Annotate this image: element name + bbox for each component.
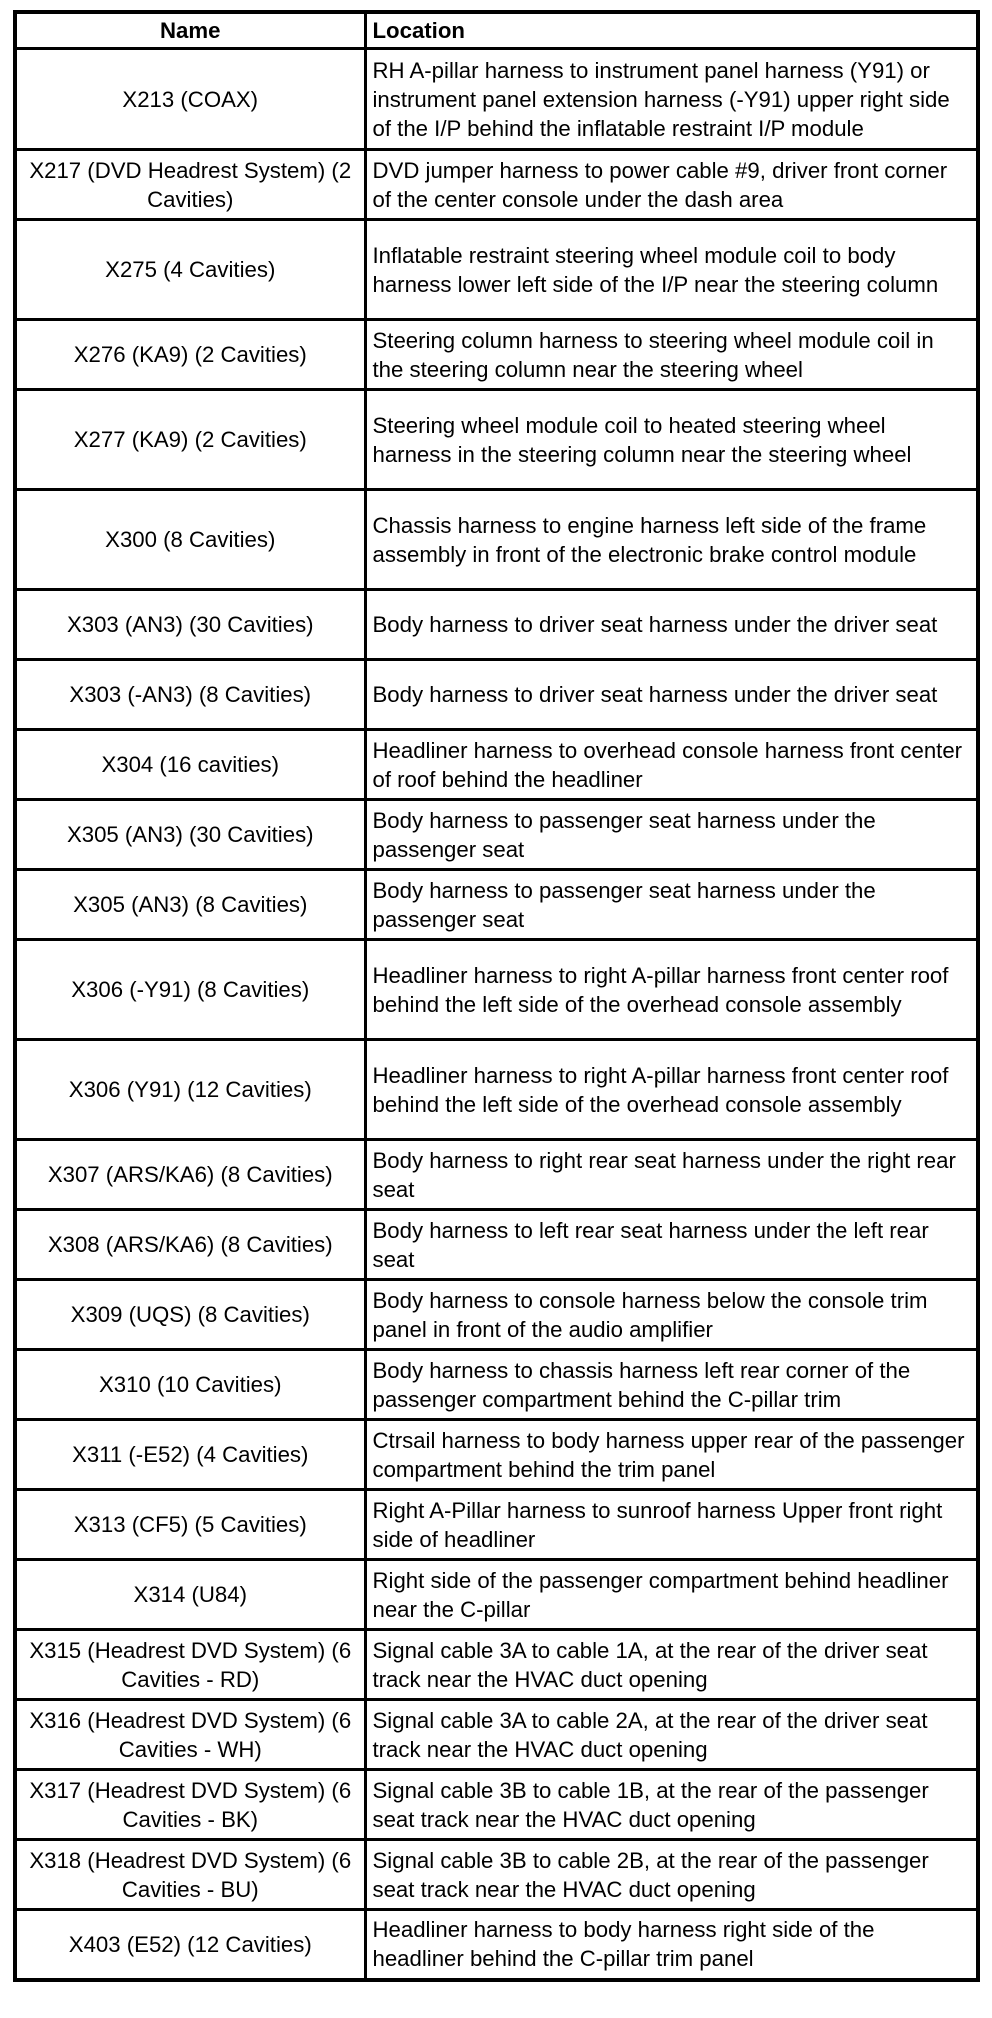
table-row [15,1040,978,1140]
connector-name-cell: X300 (8 Cavities) [15,490,365,590]
table-header-row [15,12,978,49]
table-row [15,1770,978,1840]
connector-location-table [13,10,980,1982]
column-header-name: Name [15,12,365,49]
connector-location-cell: Right side of the passenger compartment behind headliner near the C-pillar [365,1560,978,1630]
connector-name-cell: X303 (AN3) (30 Cavities) [15,590,365,660]
table-row [15,1910,978,1980]
connector-name-cell: X306 (-Y91) (8 Cavities) [15,940,365,1040]
connector-name-cell: X305 (AN3) (30 Cavities) [15,800,365,870]
table-row [15,320,978,390]
table-row [15,1560,978,1630]
connector-name-cell: X213 (COAX) [15,49,365,150]
connector-location-cell: Headliner harness to body harness right side of the headliner behind the C-pillar trim panel [365,1910,978,1980]
table-row [15,49,978,150]
connector-name-cell: X311 (-E52) (4 Cavities) [15,1420,365,1490]
connector-name-cell: X317 (Headrest DVD System) (6 Cavities - BK) [15,1770,365,1840]
connector-location-cell: Body harness to passenger seat harness under the passenger seat [365,800,978,870]
connector-location-cell: Chassis harness to engine harness left side of the frame assembly in front of the electronic brake control module [365,490,978,590]
table-row [15,940,978,1040]
connector-name-cell: X318 (Headrest DVD System) (6 Cavities - BU) [15,1840,365,1910]
connector-location-cell: Headliner harness to overhead console harness front center of roof behind the headliner [365,730,978,800]
connector-name-cell: X313 (CF5) (5 Cavities) [15,1490,365,1560]
connector-name-cell: X306 (Y91) (12 Cavities) [15,1040,365,1140]
connector-name-cell: X276 (KA9) (2 Cavities) [15,320,365,390]
connector-location-cell: Steering wheel module coil to heated steering wheel harness in the steering column near the steering wheel [365,390,978,490]
connector-name-cell: X309 (UQS) (8 Cavities) [15,1280,365,1350]
table-row [15,1420,978,1490]
table-row [15,390,978,490]
connector-location-cell: Signal cable 3A to cable 1A, at the rear of the driver seat track near the HVAC duct opening [365,1630,978,1700]
connector-location-cell: Body harness to driver seat harness under the driver seat [365,660,978,730]
connector-location-cell: Headliner harness to right A-pillar harness front center roof behind the left side of the overhead console assembly [365,1040,978,1140]
table-row [15,730,978,800]
table-row [15,220,978,320]
connector-name-cell: X308 (ARS/KA6) (8 Cavities) [15,1210,365,1280]
table-row [15,1700,978,1770]
table-row [15,1280,978,1350]
table-row [15,1210,978,1280]
connector-name-cell: X314 (U84) [15,1560,365,1630]
connector-name-cell: X305 (AN3) (8 Cavities) [15,870,365,940]
connector-table-container [13,10,976,1982]
connector-name-cell: X304 (16 cavities) [15,730,365,800]
connector-location-cell: Body harness to console harness below the console trim panel in front of the audio amplifier [365,1280,978,1350]
connector-location-cell: Body harness to right rear seat harness under the right rear seat [365,1140,978,1210]
table-row [15,870,978,940]
connector-location-cell: RH A-pillar harness to instrument panel harness (Y91) or instrument panel extension harness (-Y91) upper right side of the I/P behind the inflatable restraint I/P module [365,49,978,150]
table-row [15,1490,978,1560]
connector-name-cell: X275 (4 Cavities) [15,220,365,320]
table-row [15,800,978,870]
connector-location-cell: Signal cable 3A to cable 2A, at the rear of the driver seat track near the HVAC duct opening [365,1700,978,1770]
connector-name-cell: X277 (KA9) (2 Cavities) [15,390,365,490]
connector-location-cell: Right A-Pillar harness to sunroof harness Upper front right side of headliner [365,1490,978,1560]
connector-name-cell: X303 (-AN3) (8 Cavities) [15,660,365,730]
connector-name-cell: X217 (DVD Headrest System) (2 Cavities) [15,150,365,220]
connector-location-cell: Ctrsail harness to body harness upper rear of the passenger compartment behind the trim panel [365,1420,978,1490]
table-row [15,590,978,660]
table-row [15,490,978,590]
connector-location-cell: Signal cable 3B to cable 1B, at the rear of the passenger seat track near the HVAC duct opening [365,1770,978,1840]
connector-name-cell: X310 (10 Cavities) [15,1350,365,1420]
connector-location-cell: Steering column harness to steering wheel module coil in the steering column near the steering wheel [365,320,978,390]
table-row [15,1350,978,1420]
column-header-location: Location [365,12,978,49]
connector-location-cell: Body harness to left rear seat harness under the left rear seat [365,1210,978,1280]
table-row [15,1630,978,1700]
connector-name-cell: X316 (Headrest DVD System) (6 Cavities - WH) [15,1700,365,1770]
table-row [15,1140,978,1210]
connector-name-cell: X315 (Headrest DVD System) (6 Cavities - RD) [15,1630,365,1700]
connector-location-cell: Inflatable restraint steering wheel module coil to body harness lower left side of the I/P near the steering column [365,220,978,320]
connector-location-cell: Headliner harness to right A-pillar harness front center roof behind the left side of the overhead console assembly [365,940,978,1040]
connector-location-cell: Signal cable 3B to cable 2B, at the rear of the passenger seat track near the HVAC duct opening [365,1840,978,1910]
table-row [15,1840,978,1910]
table-row [15,150,978,220]
connector-name-cell: X403 (E52) (12 Cavities) [15,1910,365,1980]
connector-location-cell: DVD jumper harness to power cable #9, driver front corner of the center console under the dash area [365,150,978,220]
table-row [15,660,978,730]
connector-location-cell: Body harness to driver seat harness under the driver seat [365,590,978,660]
connector-location-cell: Body harness to chassis harness left rear corner of the passenger compartment behind the C-pillar trim [365,1350,978,1420]
connector-location-cell: Body harness to passenger seat harness under the passenger seat [365,870,978,940]
connector-name-cell: X307 (ARS/KA6) (8 Cavities) [15,1140,365,1210]
